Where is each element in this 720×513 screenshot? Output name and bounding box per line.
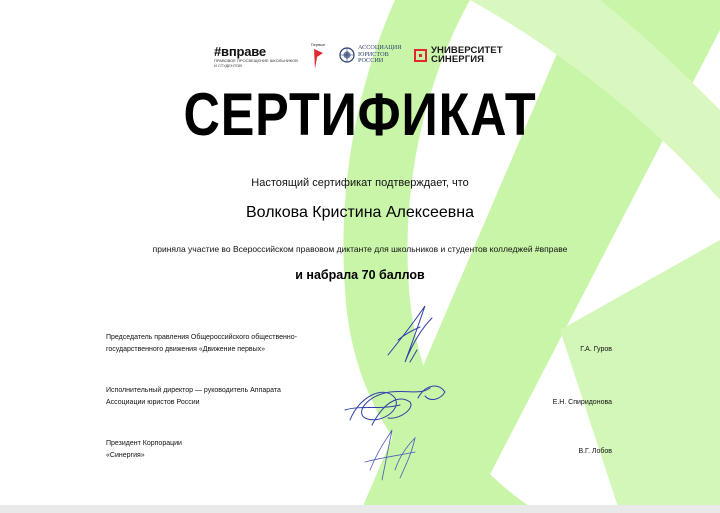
association-logo-line3: РОССИИ — [358, 57, 384, 64]
signatory-name: Г.А. Гуров — [580, 346, 612, 353]
signature-spiridonova — [345, 386, 445, 425]
signatory-role-line1: Исполнительный директор — руководитель Аппарата — [106, 387, 281, 394]
signatory-role-line1: Президент Корпорации — [106, 440, 182, 447]
recipient-name: Волкова Кристина Алексеевна — [245, 204, 474, 221]
synergy-logo-line1: УНИВЕРСИТЕТ — [431, 45, 503, 56]
signatory-name: В.Г. Лобов — [578, 448, 612, 455]
certificate-title: СЕРТИФИКАТ — [183, 81, 537, 148]
score-value: 70 — [361, 268, 376, 282]
vprave-logo-tagline: ПРАВОВОЕ ПРОСВЕЩЕНИЕ ШКОЛЬНИКОВ И СТУДЕНТОВ — [214, 58, 298, 68]
association-logo-line1: АССОЦИАЦИЯ — [358, 44, 402, 51]
signatory-name: Е.Н. Спиридонова — [552, 399, 612, 406]
movement-logo-caption: Первые — [310, 42, 326, 47]
synergy-logo-line2: СИНЕРГИЯ — [431, 54, 485, 65]
signatory-role-line1: Председатель правления Общероссийского общественно- — [106, 334, 297, 341]
association-logo-line2: ЮРИСТОВ — [358, 50, 389, 58]
signatory-role-line2: государственного движения «Движение первых» — [106, 346, 266, 353]
score-prefix: и набрала — [295, 268, 359, 282]
score-suffix: баллов — [379, 268, 425, 282]
signatory-role-line2: Ассоциации юристов России — [106, 399, 200, 406]
vprave-logo-name: #вправе — [214, 44, 266, 59]
signature-lobov — [365, 430, 415, 480]
signature-guro — [388, 306, 432, 362]
confirm-text: Настоящий сертификат подтверждает, что — [251, 177, 469, 189]
signatory-role-line2: «Синергия» — [106, 452, 145, 459]
participation-text: приняла участие во Всероссийском правовом диктанте для школьников и студентов колледжей #вправе — [152, 244, 568, 254]
